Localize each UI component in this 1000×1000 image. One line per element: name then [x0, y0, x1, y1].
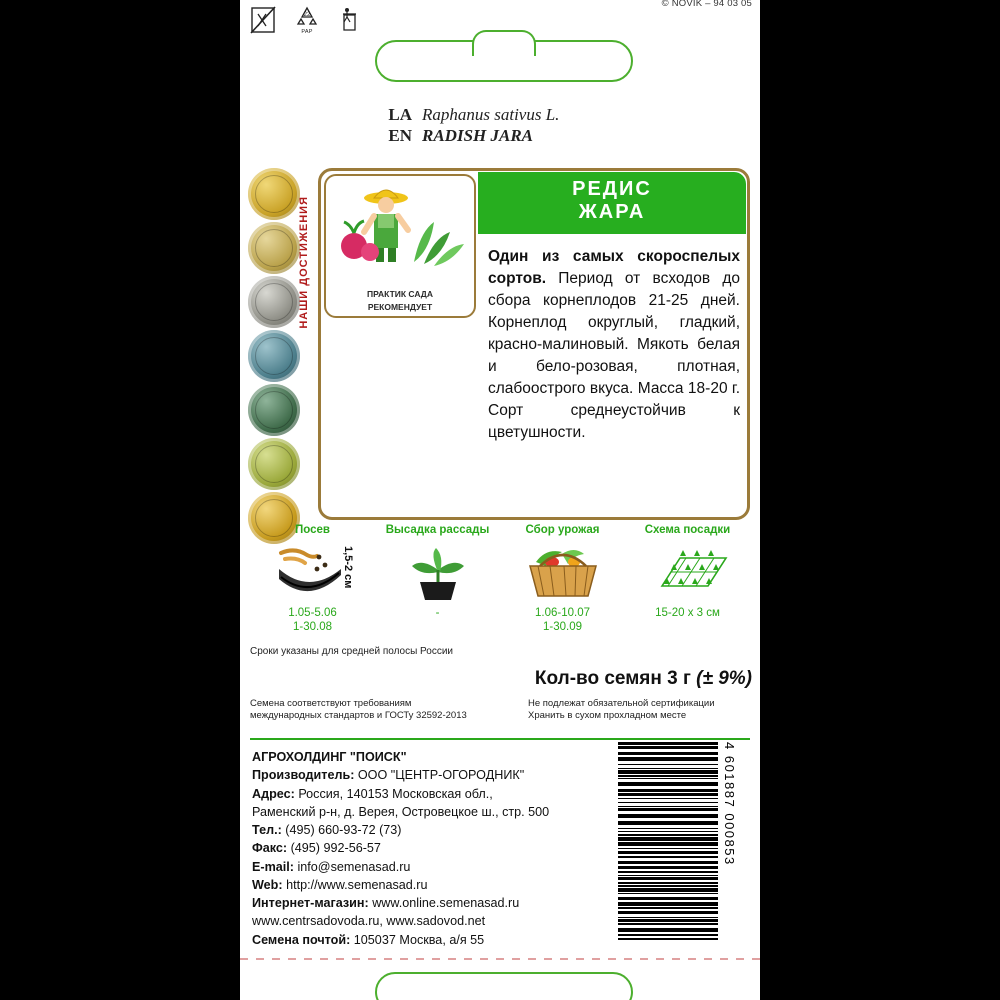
pictogram-scheme [625, 524, 750, 635]
address-line [252, 858, 602, 876]
planting-grid-icon [625, 538, 750, 604]
manufacturer-block [252, 748, 602, 949]
medal [248, 330, 300, 382]
extra-sites[interactable]: www.centrsadovoda.ru, www.sadovod.net [252, 914, 486, 929]
mail-value: 105037 Москва, а/я 55 [353, 932, 485, 947]
no-water-icon [250, 6, 276, 36]
variety-description [488, 246, 740, 444]
pictogram-sowing [250, 524, 375, 635]
email-value[interactable]: info@semenasad.ru [297, 859, 411, 874]
gardener-illustration-icon [330, 178, 470, 282]
bottom-hang-hole [375, 972, 633, 1000]
address-value-2: Раменский р-н, д. Верея, Островецкое ш., стр. 500 [252, 804, 550, 819]
latin-code-la: LA [388, 105, 412, 124]
pictogram-seedling-title: Высадка рассады [385, 524, 490, 536]
latin-names [240, 104, 760, 147]
producer-label: Производитель: [252, 768, 358, 783]
scheme-spacing: 15-20 х 3 см [655, 607, 720, 619]
throw-in-bin-icon [338, 6, 364, 36]
medal [248, 168, 300, 220]
hang-hole-notch-mask [474, 50, 534, 56]
web-label: Web: [252, 877, 287, 892]
address-value: Россия, 140153 Московская обл., [298, 786, 493, 801]
divider [250, 738, 750, 740]
barcode-bars [618, 742, 718, 942]
practic-recommends-badge [324, 174, 476, 318]
sowing-depth: 1,5-2 см [342, 546, 354, 589]
address-line [252, 912, 602, 930]
phone-label: Тел.: [252, 823, 286, 837]
barcode-number: 4 601887 000853 [722, 742, 737, 866]
pictogram-harvest-title: Сбор урожая [525, 524, 600, 536]
medal [248, 276, 300, 328]
seed-quantity-value: Кол-во семян 3 г [534, 668, 691, 689]
top-icon-row [250, 6, 364, 36]
address-line [252, 821, 602, 839]
practic-badge-line1: ПРАКТИК САДА [367, 289, 433, 299]
seed-quantity [535, 668, 752, 690]
latin-row-en [240, 125, 760, 146]
shop-label: Интернет-магазин: [252, 896, 373, 910]
address-label: Адрес: [252, 786, 299, 801]
storage-note: Не подлежат обязательной сертификации Хранить в сухом прохладном месте [528, 698, 715, 722]
medals-label: НАШИ ДОСТИЖЕНИЯ [298, 196, 310, 329]
description-highlight: Один из самых скороспелых сортов. [488, 248, 740, 287]
pictogram-seedling [375, 524, 500, 635]
address-line [252, 748, 602, 766]
latin-name-en: RADISH JARA [422, 126, 534, 146]
hang-hole [375, 40, 633, 82]
fax-value: (495) 992-56-57 [290, 841, 381, 856]
address-line [252, 785, 602, 803]
seedling-pot-icon [375, 538, 500, 604]
hand-sowing-icon [250, 538, 375, 604]
latin-row-la [240, 104, 760, 125]
copyright-text: © NOVIK – 94 03 05 [661, 0, 752, 9]
phone-value: (495) 660-93-72 (73) [285, 823, 402, 837]
shop-value[interactable]: www.online.semenasad.ru [372, 896, 520, 910]
crop-name-banner [478, 172, 746, 234]
email-label: E-mail: [252, 859, 298, 874]
harvest-dates: 1.06-10.07 1-30.09 [535, 607, 590, 634]
address-line [252, 839, 602, 857]
seedling-dates: - [435, 607, 440, 619]
address-line [252, 876, 602, 894]
seed-quantity-tolerance: (± 9%) [696, 668, 752, 689]
practic-badge-line2: РЕКОМЕНДУЕТ [367, 301, 433, 312]
mail-label: Семена почтой: [252, 932, 354, 947]
variety-name: ЖАРА [578, 201, 646, 223]
harvest-basket-icon [500, 538, 625, 604]
medal [248, 222, 300, 274]
pictogram-harvest [500, 524, 625, 635]
pictogram-row [250, 524, 750, 635]
producer-value: ООО "ЦЕНТР-ОГОРОДНИК" [357, 768, 525, 783]
sowing-dates: 1.05-5.06 1-30.08 [288, 607, 337, 634]
recycle-pap-icon [294, 6, 320, 36]
standards-note: Семена соответствуют требованиям международных стандартов и ГОСТу 32592-2013 [250, 698, 467, 722]
seed-packet [240, 0, 760, 1000]
latin-code-en: EN [388, 126, 412, 146]
pap-label: PAP [301, 29, 313, 35]
pictogram-scheme-title: Схема посадки [644, 524, 731, 536]
medal [248, 438, 300, 490]
address-line [252, 766, 602, 784]
address-line [252, 894, 602, 912]
tear-line [240, 958, 760, 960]
pictogram-sowing-title: Посев [295, 524, 330, 536]
web-value[interactable]: http://www.semenasad.ru [286, 877, 428, 892]
latin-name-la: Raphanus sativus L. [422, 105, 560, 124]
description-body: Период от всходов до сбора корнеплодов 21-25 дней. Корнеплод округлый, гладкий, красно-малиновый. Мякоть белая и бело-розовая, плотная, слабоострого вкуса. Масса 18-20 г. Сорт среднеустойчив к цветушности. [488, 270, 740, 441]
svg-text:22: 22 [303, 12, 311, 18]
crop-name: РЕДИС [572, 178, 652, 200]
timing-note: Сроки указаны для средней полосы России [250, 646, 454, 657]
medal [248, 384, 300, 436]
barcode [618, 742, 718, 942]
company-name: АГРОХОЛДИНГ "ПОИСК" [252, 750, 407, 764]
address-line [252, 931, 602, 949]
fax-label: Факс: [252, 841, 291, 856]
address-line [252, 803, 602, 821]
